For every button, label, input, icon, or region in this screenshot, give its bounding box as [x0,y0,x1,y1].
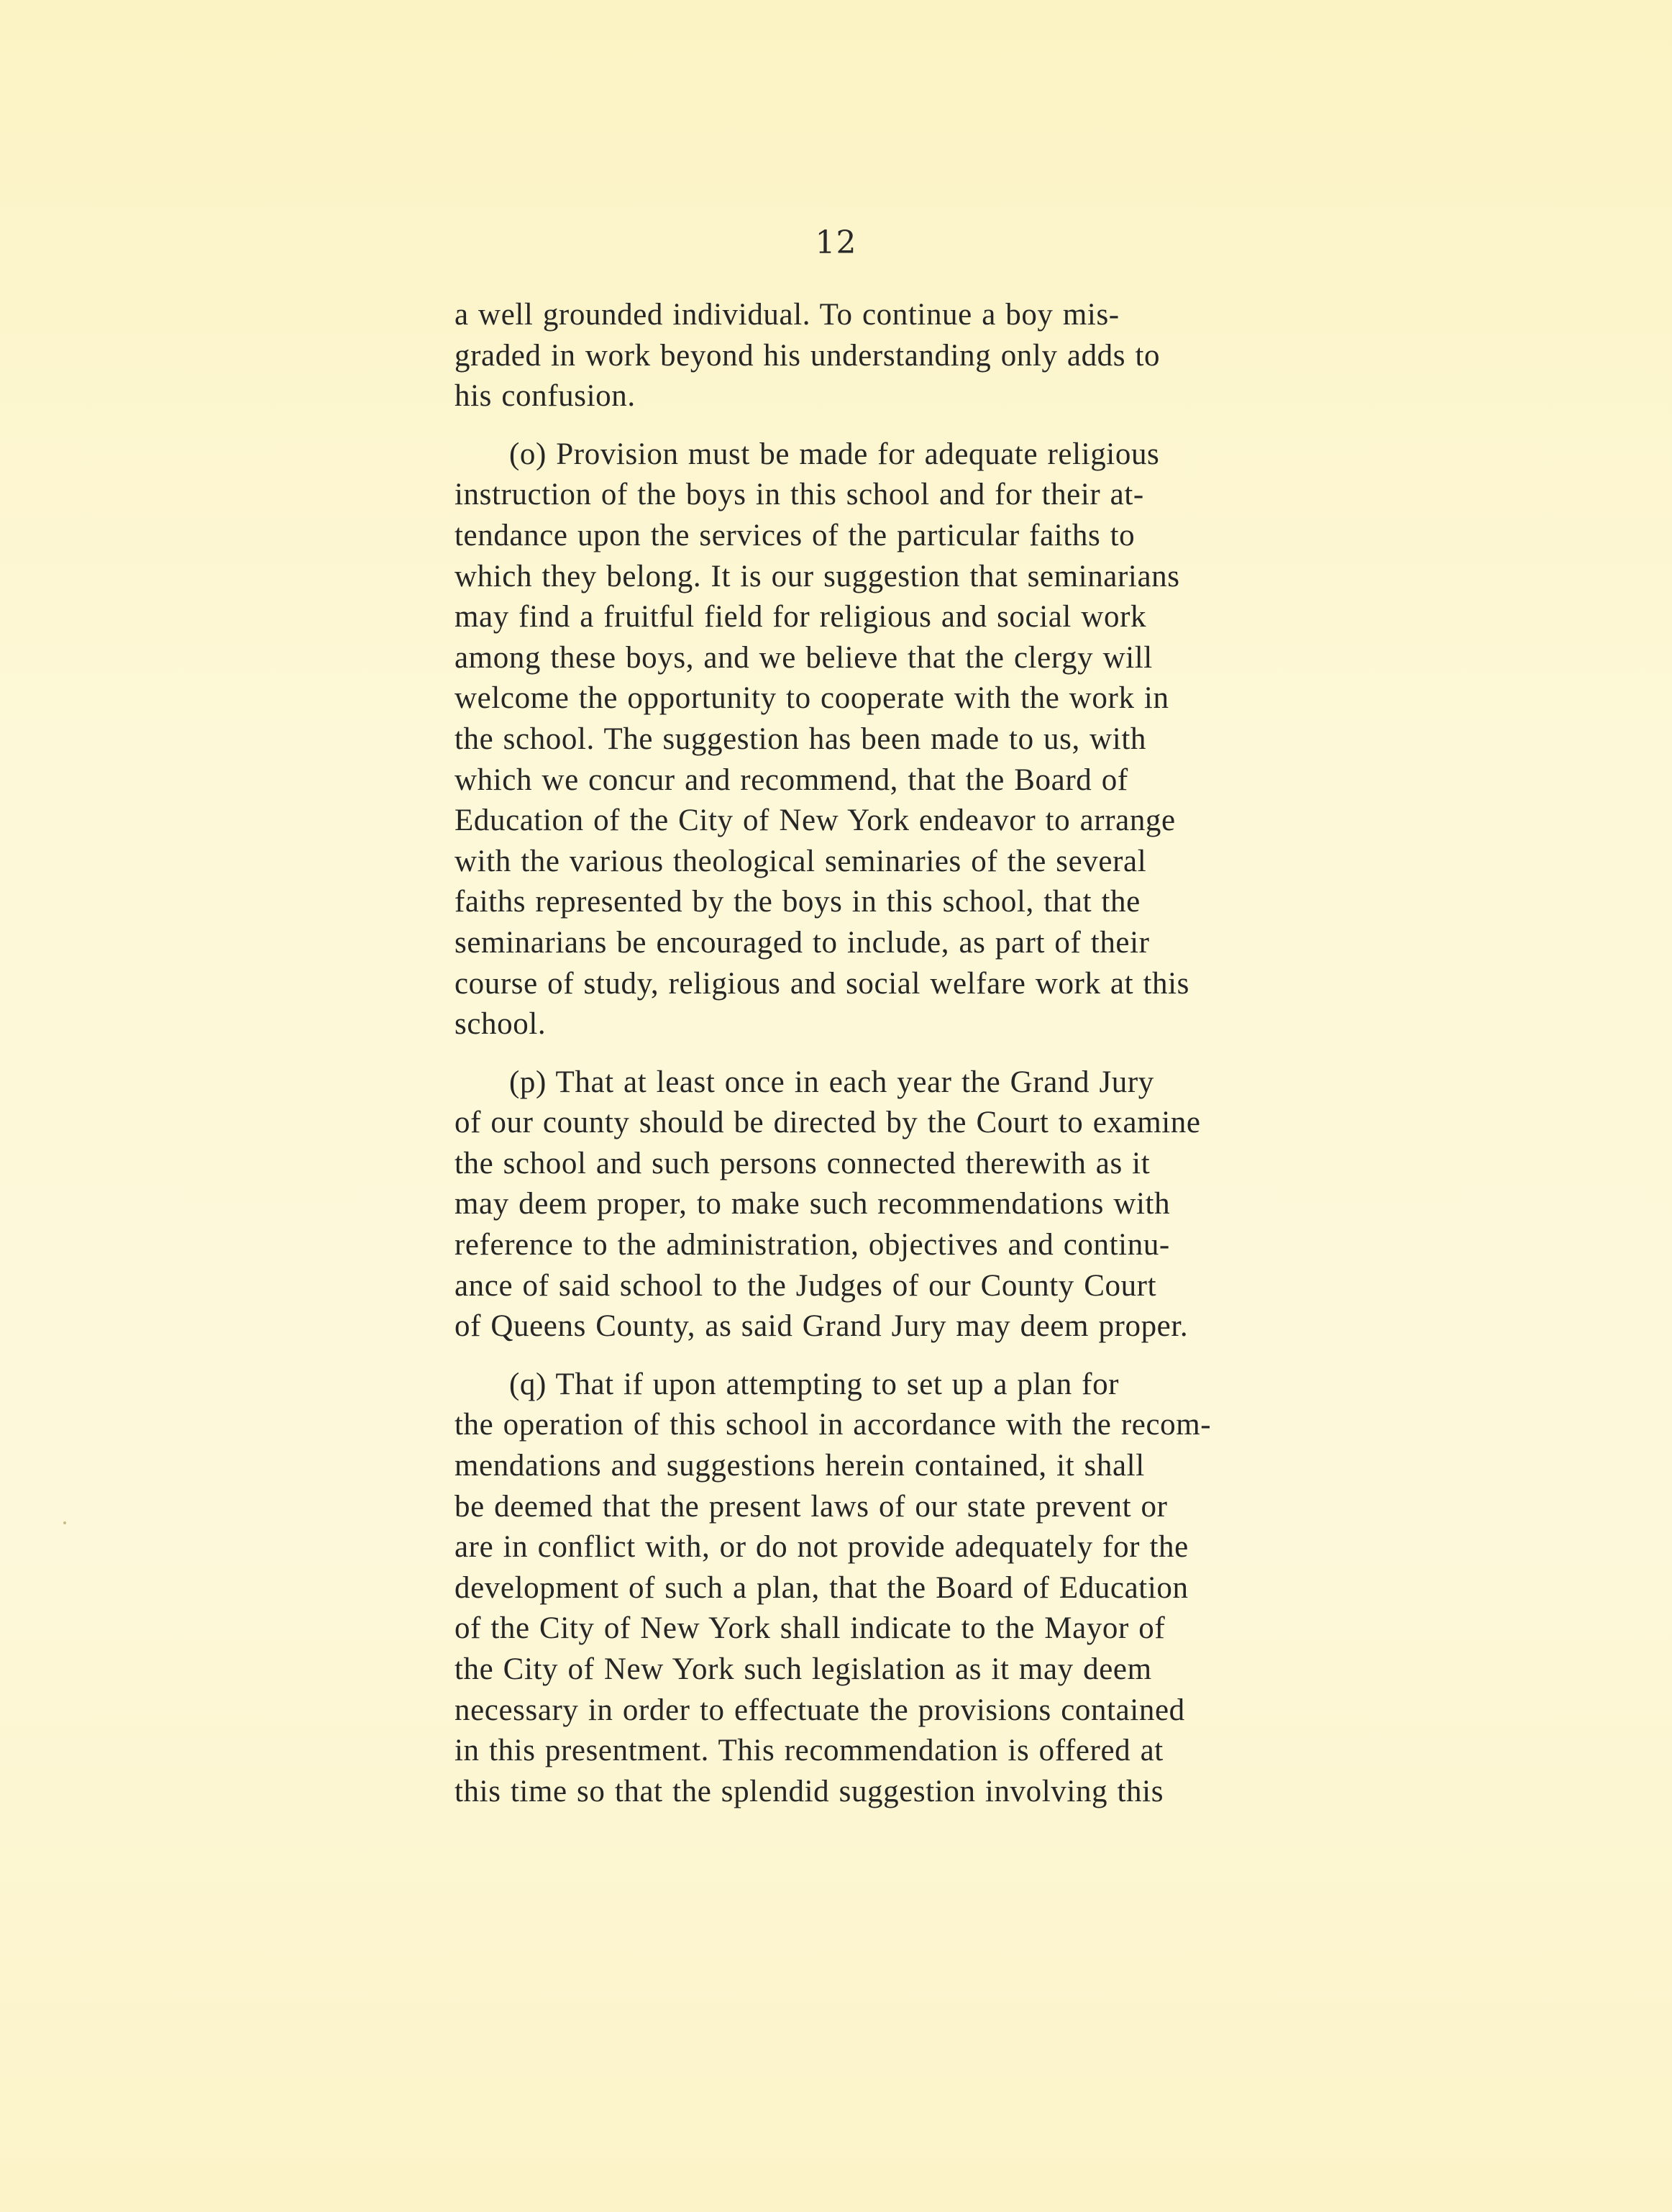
paragraph-o: (o) Provision must be made for adequate religious instruction of the boys in this school and for their at- tendance upon the services of the particular faiths to which they belong. It is our suggestion that seminarians may find a fruitful field for religious and social work among these boys, and we believe that the clergy will welcome the opportunity to cooperate with the work in the school. The suggestion has been made to us, with which we concur and recommend, that the Board of Education of the City of New York endeavor to arrange with the various theological seminaries of the several faiths represented by the boys in this school, that the seminarians be encouraged to include, as part of their course of study, religious and social welfare work at this school. [454,437,1190,1042]
paragraph-p: (p) That at least once in each year the Grand Jury of our county should be directed by the Court to examine the school and such persons connected therewith as it may deem proper, to make such recommendations with reference to the administration, objectives and continu- ance of said school to the Judges of our County Court of Queens County, as said Grand Jury may deem proper. [454,1065,1201,1344]
paper-speck [63,1521,66,1524]
body-text [454,295,1335,1829]
page-number: 12 [815,224,857,261]
paragraph-continuation: a well grounded individual. To continue a boy mis- graded in work beyond his understanding only adds to his confusion. [454,298,1161,414]
paragraph-q: (q) That if upon attempting to set up a plan for the operation of this school in accordance with the recom- mendations and suggestions herein contained, it shall be deemed that the present laws of our state prevent or are in conflict with, or do not provide adequately for the development of such a plan, that the Board of Education of the City of New York shall indicate to the Mayor of the City of New York such legislation as it may deem necessary in order to effectuate the provisions contained in this presentment. This recommendation is offered at this time so that the splendid suggestion involving this [454,1367,1212,1808]
